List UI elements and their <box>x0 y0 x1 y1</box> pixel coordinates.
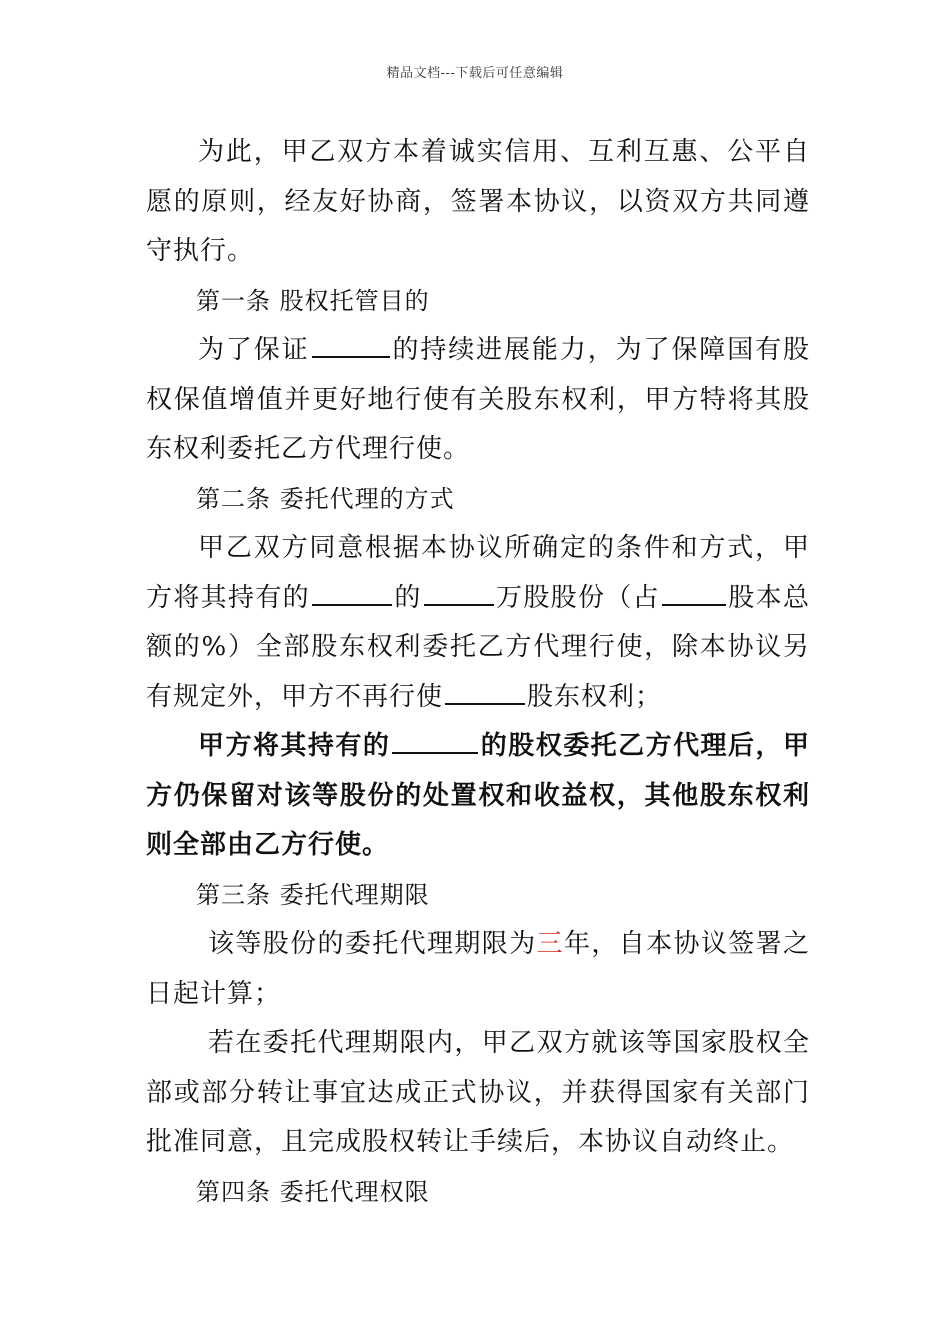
article-1-paragraph <box>146 326 810 475</box>
blank-line <box>662 582 726 606</box>
document-body <box>146 128 810 1217</box>
article-3-text-a: 该等股份的委托代理期限为 <box>208 929 537 959</box>
blank-line <box>445 681 525 705</box>
blank-line <box>424 582 494 606</box>
page-header: 精品文档---下载后可任意编辑 <box>386 66 564 81</box>
article-3-text-b: 年，自本协议签署之日起计算； <box>146 929 810 1009</box>
article-3-heading: 第三条 委托代理期限 <box>196 880 430 909</box>
article-2-text-a: 甲乙双方同意根据本协议所确定的条件和方式，甲方将其持有的 <box>146 533 810 613</box>
article-2-paragraph-2 <box>146 722 810 871</box>
article-2-text-c: 万股股份（占 <box>495 582 660 613</box>
term-years-highlight: 三 <box>536 929 564 959</box>
article-2-paragraph-1 <box>146 524 810 722</box>
blank-line <box>312 334 390 358</box>
article-2-heading: 第二条 委托代理的方式 <box>196 484 455 513</box>
article-2-p2-text-a: 甲方将其持有的 <box>198 731 391 761</box>
article-2-text-e: 股东权利； <box>527 681 663 712</box>
article-2-p2-text-b: 的股权委托乙方代理后，甲方仍保留对该等股份的处置权和收益权，其他股东权利则全部由乙方行使。 <box>146 731 810 860</box>
article-2-text-d: 股本总额的%）全部股东权利委托乙方代理行使，除本协议另有规定外，甲方不再行使 <box>146 582 810 712</box>
intro-paragraph: 为此，甲乙双方本着诚实信用、互利互惠、公平自愿的原则，经友好协商，签署本协议，以资双方共同遵守执行。 <box>146 137 810 266</box>
article-3-paragraph-1 <box>146 920 810 1019</box>
article-1-text-a: 为了保证 <box>198 335 310 365</box>
article-4-heading: 第四条 委托代理权限 <box>196 1177 430 1206</box>
article-1-heading: 第一条 股权托管目的 <box>196 286 430 315</box>
article-1-text-b: 的持续进展能力，为了保障国有股权保值增值并更好地行使有关股东权利，甲方特将其股东权利委托乙方代理行使。 <box>146 335 810 464</box>
blank-line <box>392 730 478 754</box>
article-3-paragraph-2: 若在委托代理期限内，甲乙双方就该等国家股权全部或部分转让事宜达成正式协议，并获得国家有关部门批准同意，且完成股权转让手续后，本协议自动终止。 <box>146 1028 810 1157</box>
article-2-text-b: 的 <box>393 582 422 613</box>
blank-line <box>312 582 392 606</box>
